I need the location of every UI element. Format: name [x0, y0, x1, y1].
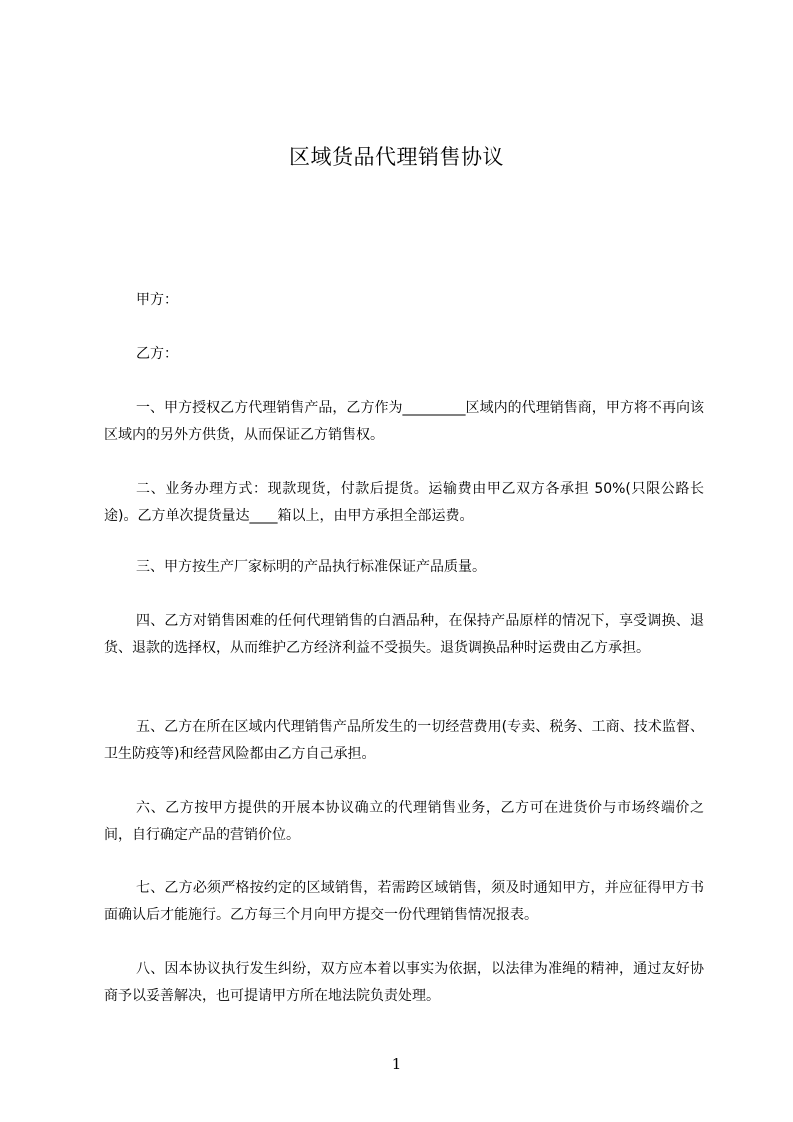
clause-5: 五、乙方在所在区域内代理销售产品所发生的一切经营费用(专卖、税务、工商、技术监督、卫生防疫等)和经营风险都由乙方自己承担。: [104, 719, 704, 762]
clause-2: 二、业务办理方式：现款现货，付款后提货。运输费由甲乙双方各承担 50%(只限公路长途)。乙方单次提货量达____箱以上，由甲方承担全部运费。: [104, 481, 704, 524]
document-title: 区域货品代理销售协议: [289, 145, 504, 169]
clause-3: 三、甲方按生产厂家标明的产品执行标准保证产品质量。: [136, 559, 486, 575]
page-number: 1: [391, 1055, 402, 1073]
party-b-line: 乙方：: [136, 346, 178, 362]
clause-1: 一、甲方授权乙方代理销售产品，乙方作为_________区域内的代理销售商，甲方将不再向该区域内的另外方供货，从而保证乙方销售权。: [104, 400, 704, 443]
clause-7: 七、乙方必须严格按约定的区域销售，若需跨区域销售，须及时通知甲方，并应征得甲方书面确认后才能施行。乙方每三个月向甲方提交一份代理销售情况报表。: [104, 880, 704, 923]
party-a-line: 甲方：: [136, 292, 178, 308]
clause-6: 六、乙方按甲方提供的开展本协议确立的代理销售业务，乙方可在进货价与市场终端价之间，自行确定产品的营销价位。: [104, 800, 704, 843]
clause-8: 八、因本协议执行发生纠纷，双方应本着以事实为依据，以法律为准绳的精神，通过友好协商予以妥善解决，也可提请甲方所在地法院负责处理。: [104, 961, 704, 1004]
clause-4: 四、乙方对销售困难的任何代理销售的白酒品种，在保持产品原样的情况下，享受调换、退货、退款的选择权，从而维护乙方经济利益不受损失。退货调换品种时运费由乙方承担。: [104, 613, 704, 656]
